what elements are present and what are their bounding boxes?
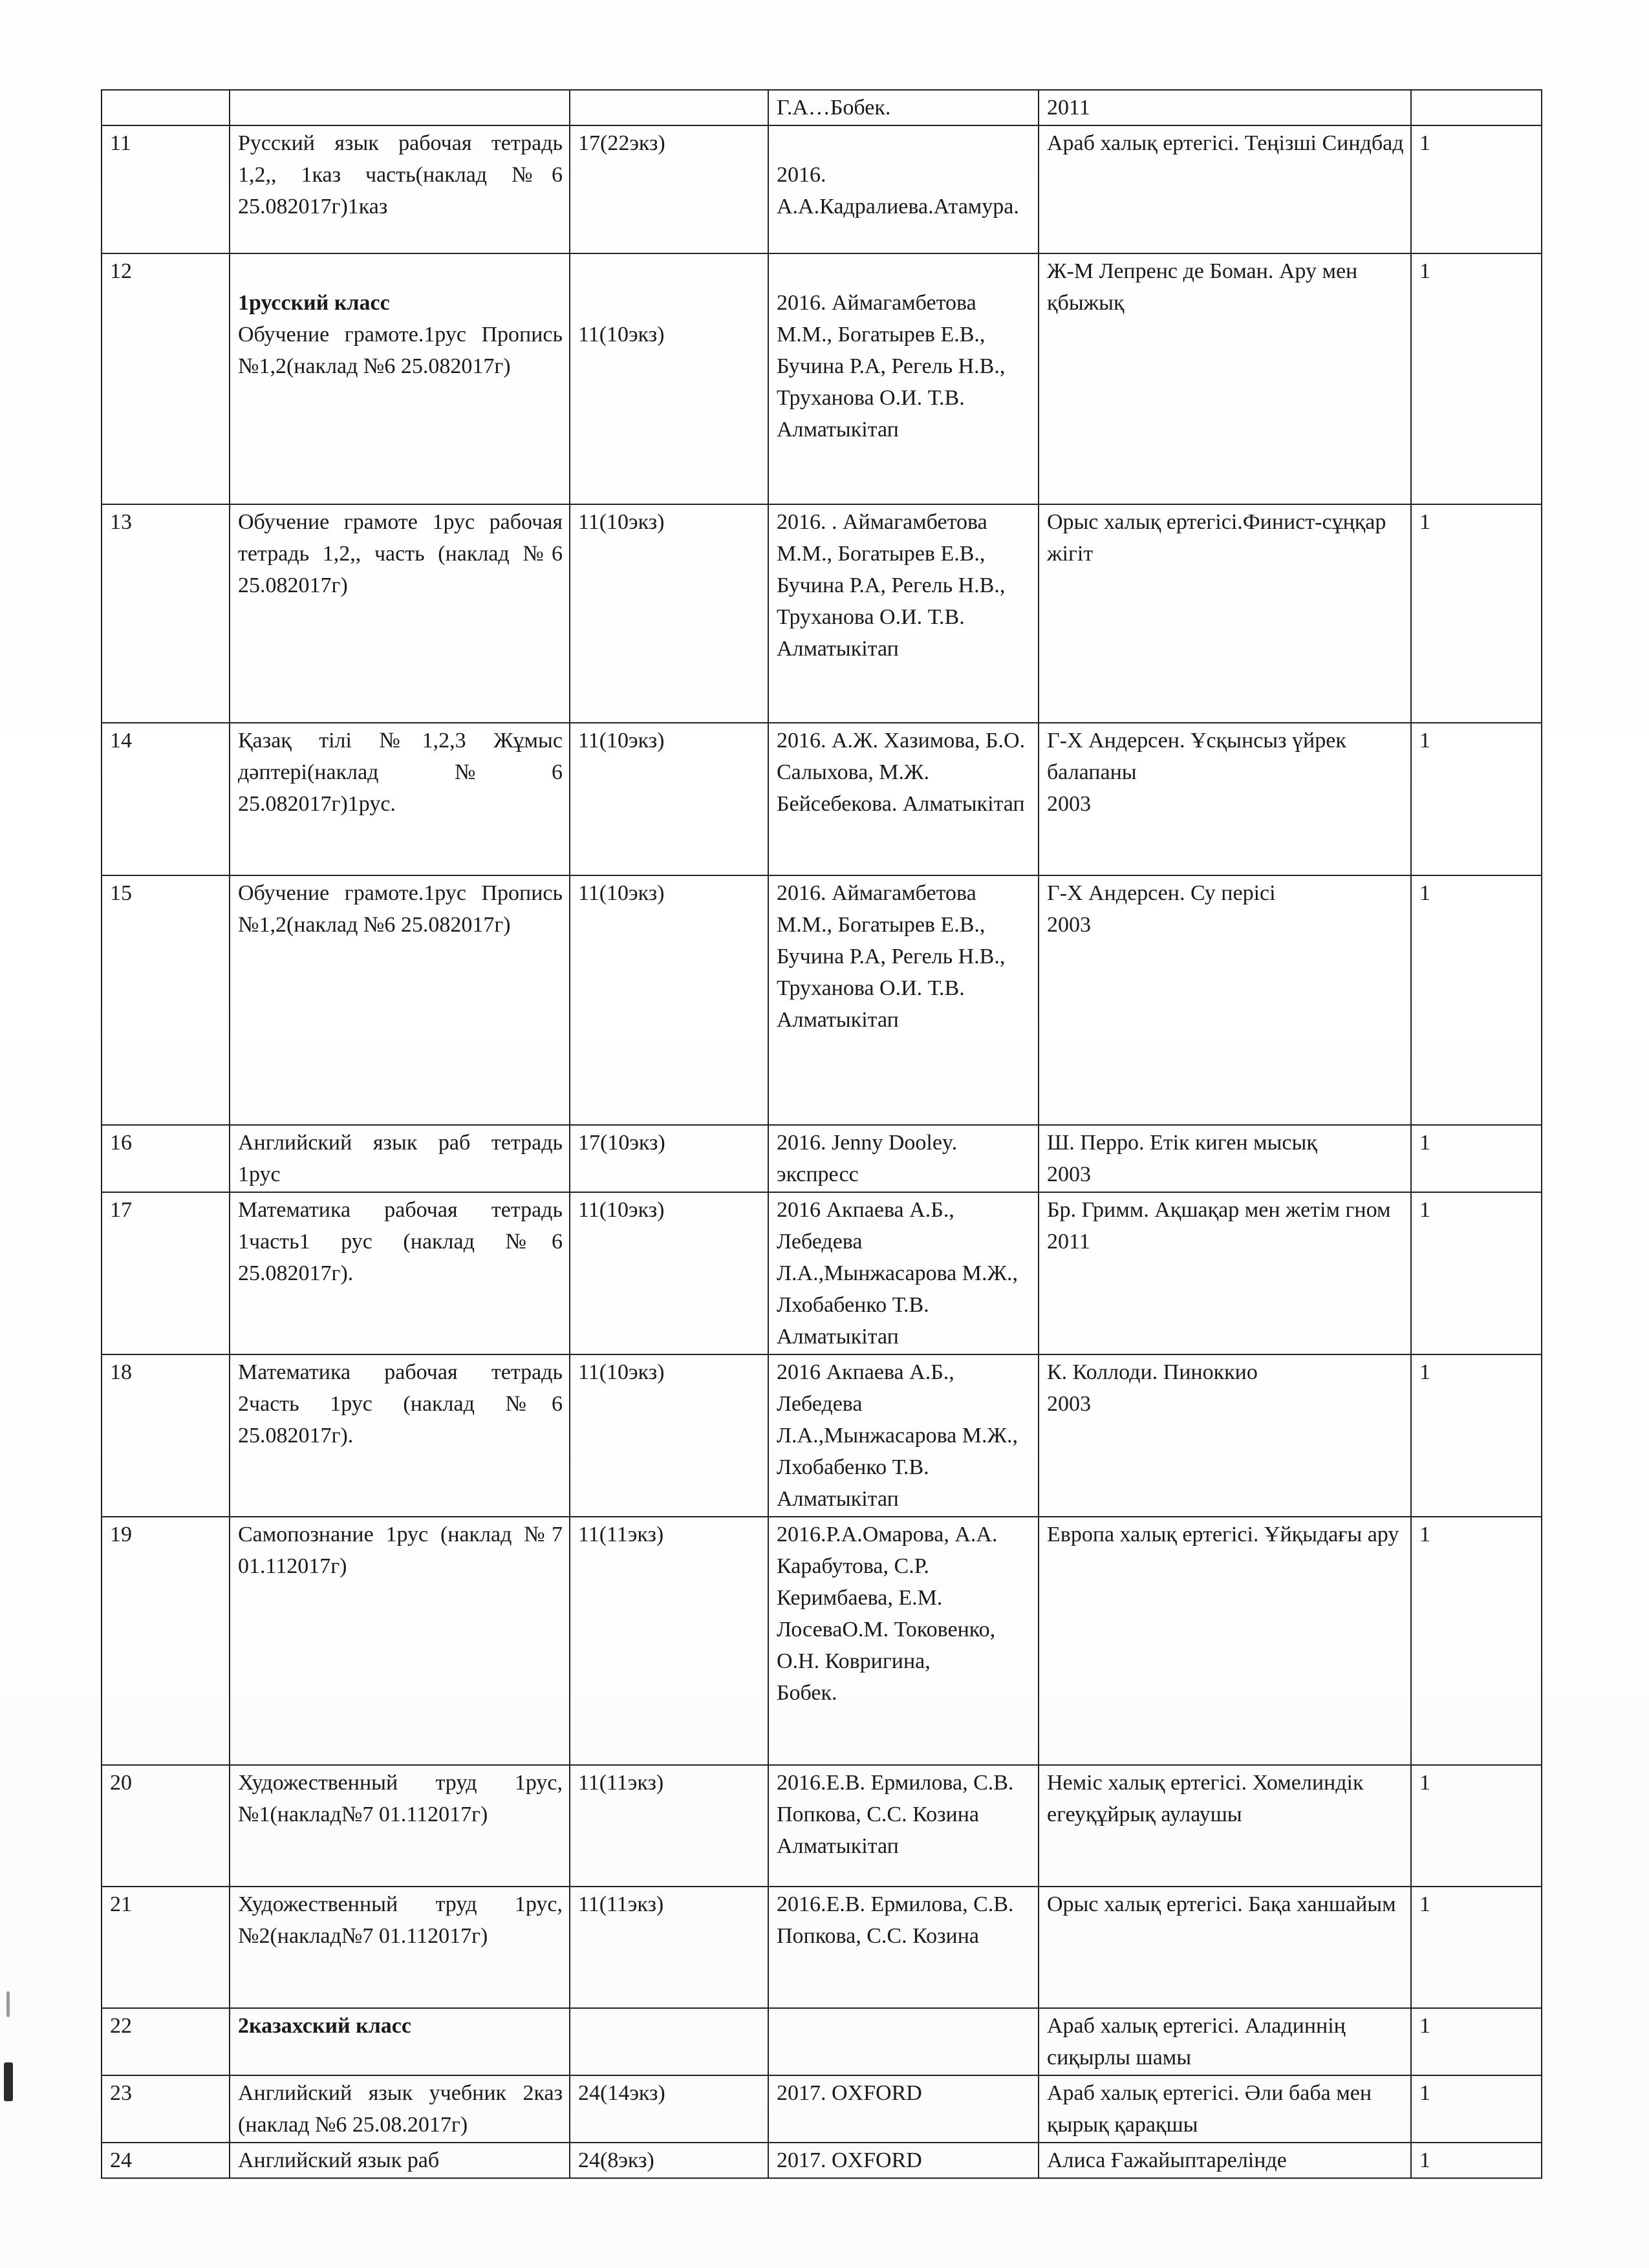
quantity <box>570 1887 768 2008</box>
count <box>1411 90 1542 125</box>
reading-book-text: Араб халық ертегісі. Аладиннің сиқырлы шамы <box>1047 2014 1346 2070</box>
table-row <box>102 1192 1542 1354</box>
publication-text: 2016.Е.В. Ермилова, С.В. Попкова, С.С. Козина <box>777 1892 1014 1948</box>
reading-book-text: Ш. Перро. Етік киген мысық 2003 <box>1047 1131 1317 1186</box>
reading-book-text: Орыс халық ертегісі.Финист-сұңқар жігіт <box>1047 510 1386 566</box>
book-title <box>230 504 570 723</box>
scan-artifact <box>4 2062 13 2101</box>
quantity <box>570 2008 768 2075</box>
publication <box>768 723 1039 875</box>
quantity-text: 11(11экз) <box>578 1771 664 1795</box>
book-title-text: Английский язык учебник 2каз (наклад №6 25.08.2017г) <box>238 2081 563 2137</box>
table-row <box>102 504 1542 723</box>
reading-book <box>1039 1887 1411 2008</box>
quantity <box>570 253 768 504</box>
reading-book-text: Алиса Ғажайыптарелінде <box>1047 2148 1287 2172</box>
quantity-text: 17(22экз) <box>578 131 665 155</box>
table-row <box>102 875 1542 1125</box>
quantity <box>570 1192 768 1354</box>
reading-book <box>1039 1354 1411 1517</box>
count <box>1411 2008 1542 2075</box>
table-row <box>102 2008 1542 2075</box>
publication <box>768 125 1039 253</box>
reading-book <box>1039 253 1411 504</box>
table-row <box>102 125 1542 253</box>
count <box>1411 253 1542 504</box>
quantity-text: 17(10экз) <box>578 1131 665 1155</box>
publication <box>768 875 1039 1125</box>
table-row <box>102 90 1542 125</box>
publication <box>768 253 1039 504</box>
reading-book-text: Г-Х Андерсен. Ұсқынсыз үйрек балапаны 2003 <box>1047 729 1346 816</box>
count <box>1411 125 1542 253</box>
count <box>1411 1517 1542 1765</box>
publication-text: 2016.Р.А.Омарова, А.А. Карабутова, С.Р. Керимбаева, Е.М. ЛосеваО.М. Токовенко, О.Н. Ковригина, Бобек. <box>777 1523 998 1705</box>
table-row <box>102 1125 1542 1192</box>
book-title <box>230 875 570 1125</box>
row-number-text: 15 <box>110 881 132 905</box>
count <box>1411 1354 1542 1517</box>
reading-book <box>1039 1517 1411 1765</box>
quantity <box>570 1765 768 1887</box>
reading-book <box>1039 1125 1411 1192</box>
count <box>1411 1887 1542 2008</box>
reading-book-text: Ж-М Лепренс де Боман. Ару мен қбыжық <box>1047 259 1358 315</box>
reading-book <box>1039 875 1411 1125</box>
reading-book-text: Араб халық ертегісі. Теңізші Синдбад <box>1047 131 1404 155</box>
table-body <box>102 90 1542 2178</box>
publication <box>768 1887 1039 2008</box>
table-row <box>102 1887 1542 2008</box>
publication-text: 2016. Аймагамбетова М.М., Богатырев Е.В., Бучина Р.А, Регель Н.В., Труханова О.И. Т.В. Алматыкітап <box>777 881 1006 1032</box>
count-text: 1 <box>1419 2148 1430 2172</box>
quantity <box>570 2143 768 2178</box>
book-title-text: Математика рабочая тетрадь 2часть 1рус (наклад №6 25.082017г). <box>238 1360 563 1448</box>
book-title-text: Английский язык раб <box>238 2148 440 2172</box>
table-row <box>102 1517 1542 1765</box>
row-number <box>102 2008 230 2075</box>
publication-text: Г.А…Бобек. <box>777 96 891 120</box>
reading-book-text: Араб халық ертегісі. Әли баба мен қырық қарақшы <box>1047 2081 1372 2137</box>
reading-book <box>1039 1765 1411 1887</box>
book-title-text: Математика рабочая тетрадь 1часть1 рус (наклад №6 25.082017г). <box>238 1198 563 1285</box>
quantity-text: 11(10экз) <box>578 729 665 753</box>
quantity <box>570 1354 768 1517</box>
row-number-text: 16 <box>110 1131 132 1155</box>
reading-book <box>1039 504 1411 723</box>
count-text: 1 <box>1419 729 1430 753</box>
publication-text: 2016. А.Ж. Хазимова, Б.О. Салыхова, М.Ж. Бейсебекова. Алматыкітап <box>777 729 1026 816</box>
book-title <box>230 90 570 125</box>
quantity-text: 11(10экз) <box>578 323 665 347</box>
publication <box>768 90 1039 125</box>
row-number <box>102 253 230 504</box>
row-number <box>102 1125 230 1192</box>
publication-text: 2016. Jenny Dooley. экспресс <box>777 1131 958 1186</box>
count-text: 1 <box>1419 1360 1430 1384</box>
book-title <box>230 2075 570 2143</box>
book-title <box>230 1887 570 2008</box>
count-text: 1 <box>1419 259 1430 283</box>
scan-artifact <box>6 1991 10 2017</box>
reading-book-text: Г-Х Андерсен. Су перісі 2003 <box>1047 881 1276 937</box>
table-row <box>102 253 1542 504</box>
row-number-text: 20 <box>110 1771 132 1795</box>
book-title <box>230 1125 570 1192</box>
book-title <box>230 125 570 253</box>
reading-book <box>1039 1192 1411 1354</box>
publication-text: 2017. OXFORD <box>777 2148 922 2172</box>
table-row <box>102 2075 1542 2143</box>
row-number <box>102 1354 230 1517</box>
quantity-text: 11(10экз) <box>578 1360 665 1384</box>
publication-text: 2016. Аймагамбетова М.М., Богатырев Е.В., Бучина Р.А, Регель Н.В., Труханова О.И. Т.В. Алматыкітап <box>777 291 1006 442</box>
publication-text: 2017. OXFORD <box>777 2081 922 2105</box>
book-title <box>230 1765 570 1887</box>
row-number-text: 19 <box>110 1523 132 1546</box>
quantity <box>570 723 768 875</box>
publication-text: 2016 Акпаева А.Б., Лебедева Л.А.,Мынжасарова М.Ж., Лхобабенко Т.В. Алматыкітап <box>777 1360 1018 1511</box>
reading-book <box>1039 2008 1411 2075</box>
quantity <box>570 1517 768 1765</box>
publication <box>768 1192 1039 1354</box>
quantity-text: 11(10экз) <box>578 1198 665 1222</box>
publication-text: 2016. А.А.Кадралиева.Атамура. <box>777 163 1019 219</box>
count-text: 1 <box>1419 1131 1430 1155</box>
publication <box>768 1125 1039 1192</box>
book-title-text: Самопознание 1рус (наклад №7 01.112017г) <box>238 1523 563 1578</box>
row-number <box>102 1887 230 2008</box>
count-text: 1 <box>1419 1523 1430 1546</box>
count-text: 1 <box>1419 131 1430 155</box>
book-title-text: Художественный труд 1рус,№1(наклад№7 01.112017г) <box>238 1771 563 1826</box>
count-text: 1 <box>1419 2014 1430 2038</box>
count <box>1411 2143 1542 2178</box>
count <box>1411 504 1542 723</box>
book-title-text: Қазақ тілі №1,2,3 Жұмыс дәптері(наклад№6 25.082017г)1рус. <box>238 729 563 816</box>
row-number <box>102 504 230 723</box>
book-title <box>230 1192 570 1354</box>
row-number-text: 17 <box>110 1198 132 1222</box>
row-number <box>102 1765 230 1887</box>
reading-book <box>1039 125 1411 253</box>
book-title-text: Русский язык рабочая тетрадь 1,2,, 1каз часть(наклад №6 25.082017г)1каз <box>238 131 563 219</box>
reading-book <box>1039 2143 1411 2178</box>
quantity-text: 24(8экз) <box>578 2148 654 2172</box>
publication <box>768 504 1039 723</box>
quantity <box>570 1125 768 1192</box>
reading-book-text: 2011 <box>1047 96 1090 120</box>
quantity <box>570 504 768 723</box>
table-row <box>102 723 1542 875</box>
table-row <box>102 1765 1542 1887</box>
reading-book-text: Неміс халық ертегісі. Хомелиндік егеуқұйрық аулаушы <box>1047 1771 1364 1826</box>
count-text: 1 <box>1419 1771 1430 1795</box>
count <box>1411 2075 1542 2143</box>
quantity-text: 11(11экз) <box>578 1523 664 1546</box>
row-number-text: 18 <box>110 1360 132 1384</box>
count <box>1411 875 1542 1125</box>
quantity-text: 11(10экз) <box>578 881 665 905</box>
books-table <box>101 89 1542 2179</box>
row-number-text: 24 <box>110 2148 132 2172</box>
reading-book-text: Орыс халық ертегісі. Бақа ханшайым <box>1047 1892 1396 1916</box>
quantity-text: 11(11экз) <box>578 1892 664 1916</box>
row-number-text: 14 <box>110 729 132 753</box>
publication <box>768 2008 1039 2075</box>
count <box>1411 1125 1542 1192</box>
row-number-text: 21 <box>110 1892 132 1916</box>
row-number-text: 22 <box>110 2014 132 2038</box>
reading-book-text: Европа халық ертегісі. Ұйқыдағы ару <box>1047 1523 1399 1546</box>
row-number <box>102 2075 230 2143</box>
row-number <box>102 2143 230 2178</box>
publication-text: 2016. . Аймагамбетова М.М., Богатырев Е.В., Бучина Р.А, Регель Н.В., Труханова О.И. Т.В. Алматыкітап <box>777 510 1006 661</box>
row-number <box>102 1192 230 1354</box>
book-title-text: Английский язык раб тетрадь 1рус <box>238 1131 563 1186</box>
reading-book-text: Бр. Гримм. Ақшақар мен жетім гном 2011 <box>1047 1198 1391 1254</box>
count-text: 1 <box>1419 1198 1430 1222</box>
class-heading: 2казахский класс <box>238 2014 411 2038</box>
reading-book <box>1039 90 1411 125</box>
row-number-text: 23 <box>110 2081 132 2105</box>
book-title <box>230 2143 570 2178</box>
publication <box>768 1517 1039 1765</box>
row-number <box>102 875 230 1125</box>
book-title <box>230 723 570 875</box>
table-row <box>102 2143 1542 2178</box>
row-number-text: 13 <box>110 510 132 534</box>
table-row <box>102 1354 1542 1517</box>
count <box>1411 1765 1542 1887</box>
publication <box>768 2075 1039 2143</box>
count-text: 1 <box>1419 510 1430 534</box>
book-title <box>230 2008 570 2075</box>
quantity <box>570 90 768 125</box>
book-title <box>230 253 570 504</box>
book-title-text: Художественный труд 1рус,№2(наклад№7 01.112017г) <box>238 1892 563 1948</box>
reading-book-text: К. Коллоди. Пиноккио 2003 <box>1047 1360 1258 1416</box>
row-number-text: 11 <box>110 131 131 155</box>
publication <box>768 1765 1039 1887</box>
row-number-text: 12 <box>110 259 132 283</box>
class-heading: 1русский класс <box>238 291 390 315</box>
book-title <box>230 1354 570 1517</box>
reading-book <box>1039 723 1411 875</box>
row-number <box>102 1517 230 1765</box>
row-number <box>102 125 230 253</box>
row-number <box>102 90 230 125</box>
count-text: 1 <box>1419 1892 1430 1916</box>
book-title-text: Обучение грамоте.1рус Пропись №1,2(наклад №6 25.082017г) <box>238 323 563 378</box>
row-number <box>102 723 230 875</box>
quantity-text: 24(14экз) <box>578 2081 665 2105</box>
book-title-text: Обучение грамоте 1рус рабочая тетрадь 1,2,, часть (наклад №6 25.082017г) <box>238 510 563 597</box>
publication-text: 2016 Акпаева А.Б., Лебедева Л.А.,Мынжасарова М.Ж., Лхобабенко Т.В. Алматыкітап <box>777 1198 1018 1349</box>
count-text: 1 <box>1419 881 1430 905</box>
count <box>1411 723 1542 875</box>
quantity <box>570 875 768 1125</box>
count-text: 1 <box>1419 2081 1430 2105</box>
book-title <box>230 1517 570 1765</box>
count <box>1411 1192 1542 1354</box>
quantity <box>570 125 768 253</box>
reading-book <box>1039 2075 1411 2143</box>
publication-text: 2016.Е.В. Ермилова, С.В. Попкова, С.С. Козина Алматыкітап <box>777 1771 1014 1858</box>
quantity-text: 11(10экз) <box>578 510 665 534</box>
publication <box>768 1354 1039 1517</box>
publication <box>768 2143 1039 2178</box>
quantity <box>570 2075 768 2143</box>
book-title-text: Обучение грамоте.1рус Пропись №1,2(наклад №6 25.082017г) <box>238 881 563 937</box>
